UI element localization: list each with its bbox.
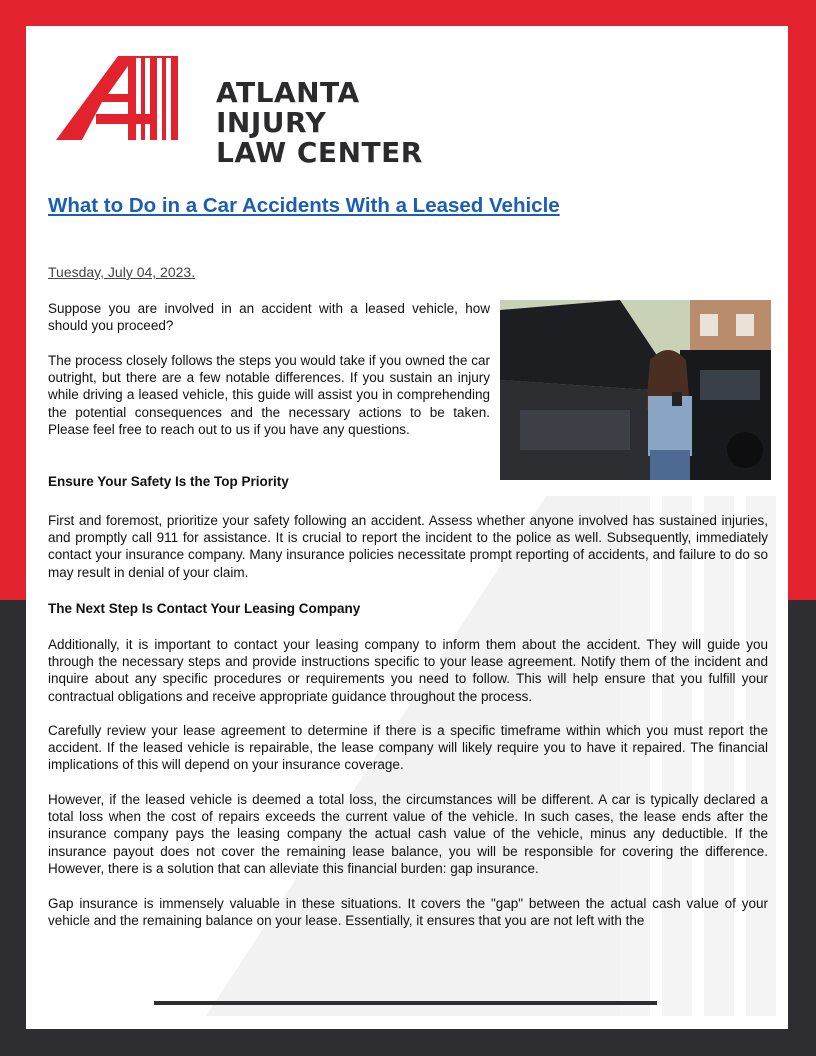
- article-photo: [500, 300, 771, 480]
- logo-line-3: LAW CENTER: [216, 136, 423, 169]
- firm-logo[interactable]: [56, 50, 423, 169]
- paragraph-7: [48, 895, 768, 929]
- article-date: Tuesday, July 04, 2023.: [48, 264, 196, 280]
- footer-divider: [154, 1001, 657, 1005]
- article-title[interactable]: What to Do in a Car Accidents With a Leased Vehicle: [48, 194, 560, 217]
- paragraph-3-text: First and foremost, prioritize your safety following an accident. Assess whether anyone involved has sustained injuries, and promptly call 911 for assistance. It is crucial to report the incident to the police as well. Subsequently, immediately contact your insurance company. Many insurance policies necessitate prompt reporting of accidents, and failure to do so may result in denial of your claim.: [48, 513, 768, 580]
- section-heading-safety: Ensure Your Safety Is the Top Priority: [48, 474, 289, 489]
- woman-car-photo-icon: [500, 300, 771, 480]
- paragraph-2: [48, 352, 490, 438]
- paragraph-3: [48, 512, 768, 581]
- paragraph-7-text: Gap insurance is immensely valuable in these situations. It covers the "gap" between the actual cash value of your vehicle and the remaining balance on your lease. Essentially, it ensures that you are not left with the: [48, 896, 768, 929]
- paragraph-5: [48, 722, 768, 774]
- paragraph-4: [48, 636, 768, 705]
- intro-text: Suppose you are involved in an accident with a leased vehicle, how should you proceed?: [48, 301, 490, 334]
- paragraph-5-text: Carefully review your lease agreement to determine if there is a specific timeframe within which you must report the accident. If the leased vehicle is repairable, the lease company will likely require you to have it repaired. The financial implications of this will depend on your insurance coverage.: [48, 723, 768, 773]
- logo-line-2: INJURY: [216, 106, 327, 139]
- paragraph-6: [48, 791, 768, 877]
- logo-line-1: ATLANTA: [216, 76, 360, 109]
- logo-wordmark: [216, 78, 423, 168]
- paragraph-2-text: The process closely follows the steps you would take if you owned the car outright, but there are a few notable differences. If you sustain an injury while driving a leased vehicle, this guide will assist you in comprehending the potential consequences and the necessary actions to be taken. Please feel free to reach out to us if you have any questions.: [48, 353, 490, 437]
- logo-mark-icon: [56, 50, 186, 146]
- document-page: [26, 26, 788, 1029]
- paragraph-4-text: Additionally, it is important to contact your leasing company to inform them about the accident. They will guide you through the necessary steps and provide instructions specific to your lease agreement. Notify them of the incident and inquire about any specific procedures or requirements you need to follow. This will help ensure that you fulfill your contractual obligations and receive appropriate guidance throughout the process.: [48, 637, 768, 704]
- intro-paragraph: [48, 300, 490, 334]
- paragraph-6-text: However, if the leased vehicle is deemed a total loss, the circumstances will be different. A car is typically declared a total loss when the cost of repairs exceeds the current value of the vehicle. In such cases, the lease ends after the insurance company pays the leasing company the actual cash value of the vehicle, minus any deductible. If the insurance payout does not cover the remaining lease balance, you will be responsible for covering the difference. However, there is a solution that can alleviate this financial burden: gap insurance.: [48, 792, 768, 876]
- section-heading-leasing: The Next Step Is Contact Your Leasing Company: [48, 601, 361, 616]
